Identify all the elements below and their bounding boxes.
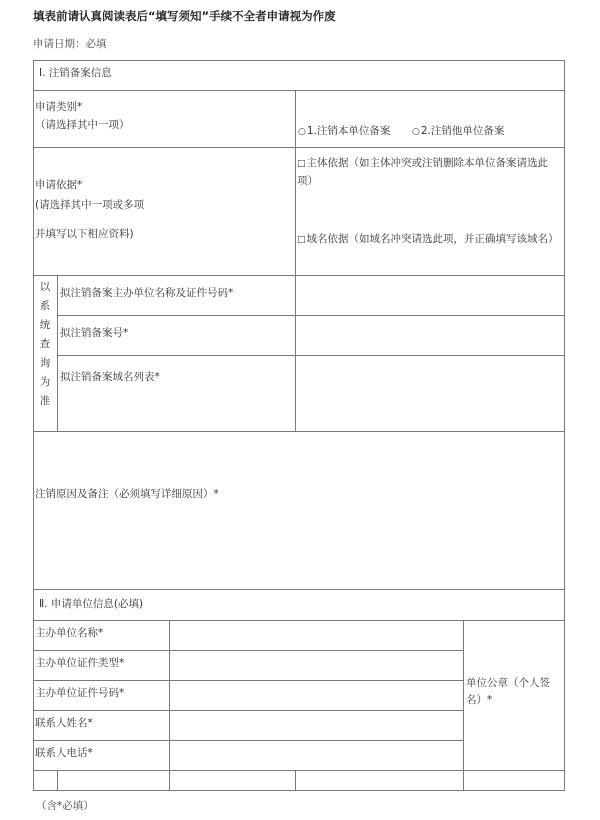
id-number-input[interactable] — [170, 681, 463, 710]
field-label-id-number: 主办单位证件号码* — [35, 687, 125, 699]
section1-title: Ⅰ. 注销备案信息 — [39, 67, 112, 79]
rule — [57, 770, 58, 790]
apply-type-hint: （请选择其中一项） — [35, 119, 130, 131]
rule — [463, 620, 464, 790]
checkbox-option-entity-basis[interactable] — [297, 155, 562, 190]
rule — [34, 770, 564, 771]
field-label-contact-name: 联系人姓名* — [35, 717, 93, 729]
radio-option-own-unit[interactable] — [298, 123, 390, 141]
cancel-reason-input[interactable] — [34, 432, 564, 589]
rule — [295, 770, 296, 790]
host-unit-name-input[interactable] — [170, 621, 463, 650]
checkbox-icon[interactable]: □ — [297, 159, 306, 169]
checkbox-label: 主体依据（如主体冲突或注销删除本单位备案请选此项） — [297, 157, 549, 187]
apply-basis-hint-2: 并填写以下相应资料) — [35, 228, 134, 240]
checkbox-icon[interactable]: □ — [297, 235, 306, 245]
rule — [34, 90, 564, 91]
radio-label: 1.注销本单位备案 — [306, 125, 391, 137]
id-type-input[interactable] — [170, 651, 463, 680]
form-instruction-title: 填表前请认真阅读表后“填写须知”手续不全者申请视为作废 — [33, 9, 336, 23]
field-label-id-type: 主办单位证件类型* — [35, 657, 125, 669]
cancel-reason-label: 注销原因及备注（必须填写详细原因）* — [35, 488, 219, 500]
checkbox-option-domain-basis[interactable] — [297, 231, 562, 249]
rule — [295, 90, 296, 275]
checkbox-label: 域名依据（如域名冲突请选此项，并正确填写该域名） — [306, 233, 559, 245]
section2-title: Ⅱ. 申请单位信息(必填) — [39, 598, 144, 610]
field-label-record-number: 拟注销备案号* — [60, 327, 129, 339]
rule — [34, 147, 564, 148]
field-label-host-name-id: 拟注销备案主办单位名称及证件号码* — [60, 287, 234, 299]
record-number-input[interactable] — [296, 316, 564, 355]
radio-option-other-unit[interactable] — [412, 123, 504, 141]
rule — [34, 589, 564, 590]
host-name-id-input[interactable] — [296, 276, 564, 315]
application-date-label: 申请日期：必填 — [33, 38, 107, 50]
unit-seal-label: 单位公章（个人签名）* — [466, 677, 550, 706]
apply-basis-hint-1: (请选择其中一项或多项 — [35, 199, 145, 211]
apply-type-label: 申请类别* — [35, 101, 83, 113]
domain-list-input[interactable] — [296, 356, 564, 431]
contact-name-input[interactable] — [170, 711, 463, 740]
field-label-host-unit-name: 主办单位名称* — [35, 627, 104, 639]
field-label-domain-list: 拟注销备案域名列表* — [60, 371, 160, 383]
radio-icon[interactable]: ○ — [298, 127, 306, 137]
apply-basis-label: 申请依据* — [35, 179, 83, 191]
system-query-side-label: 以系统查询为准 — [39, 281, 51, 407]
radio-icon[interactable]: ○ — [412, 127, 420, 137]
required-note: （含*必填） — [36, 800, 94, 812]
rule — [57, 275, 58, 431]
radio-label: 2.注销他单位备案 — [420, 125, 505, 137]
contact-phone-input[interactable] — [170, 741, 463, 770]
field-label-contact-phone: 联系人电话* — [35, 747, 93, 759]
